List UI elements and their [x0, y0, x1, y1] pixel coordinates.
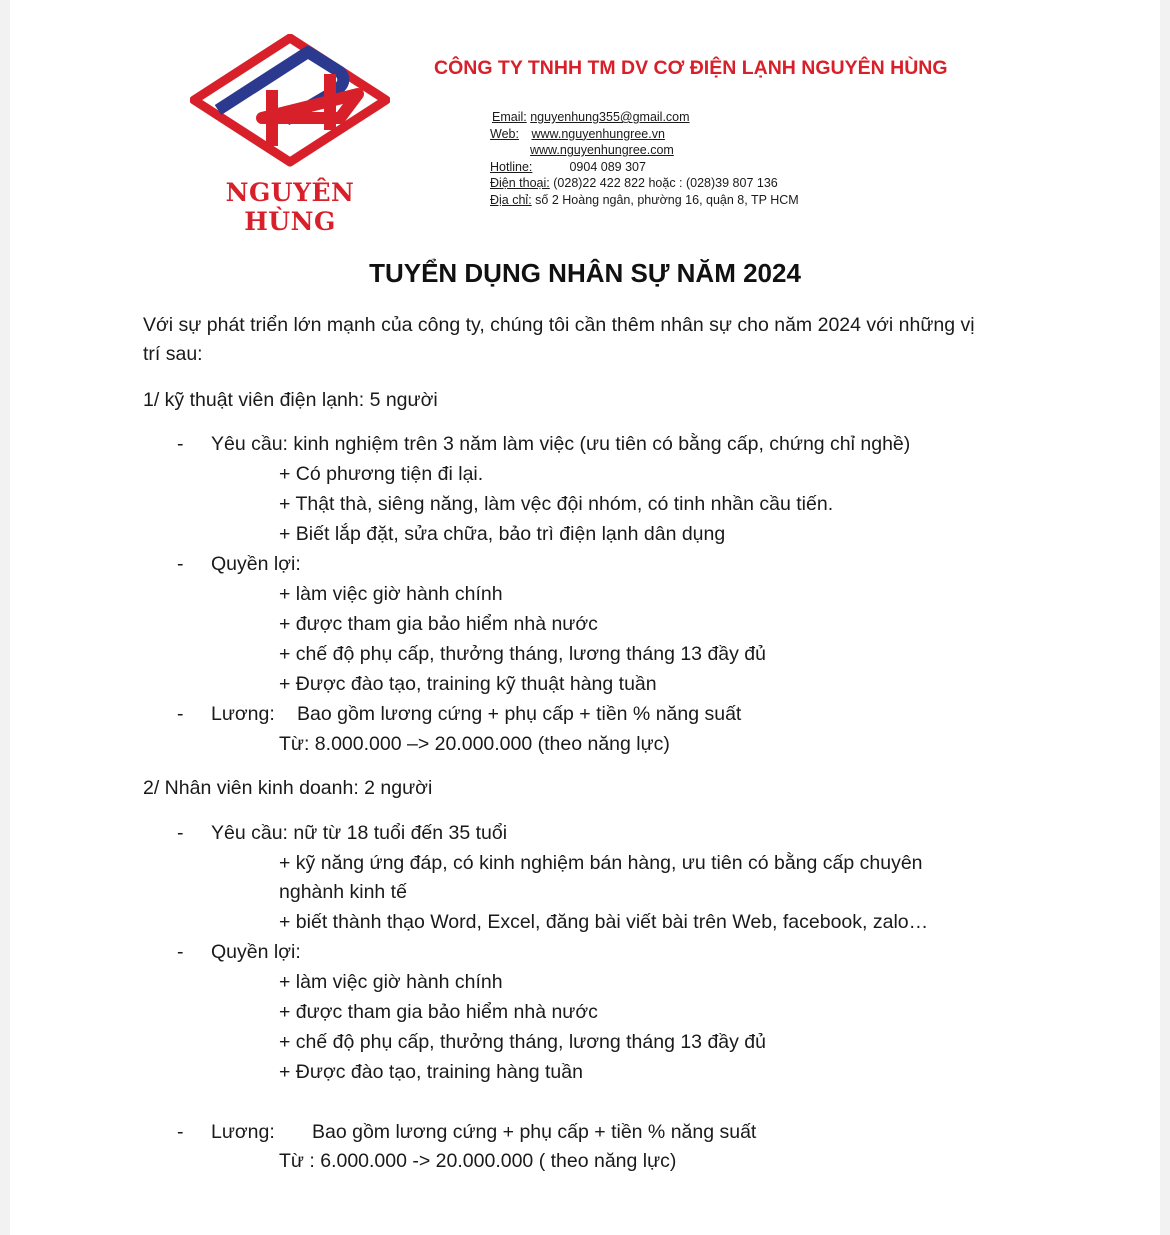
hotline-value: 0904 089 307 [569, 159, 646, 174]
requirements-first: kinh nghiệm trên 3 năm làm việc (ưu tiên có bằng cấp, chứng chỉ nghề) [293, 433, 911, 455]
address-value: số 2 Hoàng ngân, phường 16, quận 8, TP HCM [535, 192, 799, 207]
address-label: Địa chỉ: [490, 192, 532, 207]
phone-value: (028)22 422 822 hoặc : (028)39 807 136 [553, 176, 778, 191]
section-2-requirements [211, 822, 507, 845]
list-item: nghành kinh tế [279, 881, 407, 903]
phone-label: Điện thoại: [490, 176, 550, 191]
list-item: + kỹ năng ứng đáp, có kinh nghiệm bán hàng, ưu tiên có bằng cấp chuyên [279, 852, 923, 874]
page-title: TUYỂN DỤNG NHÂN SỰ NĂM 2024 [369, 258, 801, 288]
company-name: CÔNG TY TNHH TM DV CƠ ĐIỆN LẠNH NGUYÊN HÙNG [434, 57, 948, 79]
section-1-requirements [211, 433, 910, 456]
list-item: + Thật thà, siêng năng, làm vệc đội nhóm, có tinh nhần cầu tiến. [279, 493, 834, 515]
requirements-label: Yêu cầu: [211, 433, 288, 455]
section-2-salary-desc: Bao gồm lương cứng + phụ cấp + tiền % năng suất [312, 1121, 757, 1143]
bullet-dash: - [177, 433, 184, 455]
requirements-label: Yêu cầu: [211, 822, 288, 844]
list-item: + làm việc giờ hành chính [279, 583, 503, 605]
bullet-dash: - [177, 822, 184, 844]
hotline-label: Hotline: [490, 159, 533, 174]
email-label: Email: [492, 110, 527, 124]
web-link-1[interactable]: www.nguyenhungree.vn [531, 126, 665, 141]
section-1-heading: 1/ kỹ thuật viên điện lạnh: 5 người [143, 389, 438, 411]
list-item: + biết thành thạo Word, Excel, đăng bài viết bài trên Web, facebook, zalo… [279, 911, 929, 933]
list-item: + chế độ phụ cấp, thưởng tháng, lương tháng 13 đầy đủ [279, 643, 766, 665]
bullet-dash: - [177, 1121, 184, 1143]
intro-line-2: trí sau: [143, 343, 203, 365]
list-item: + Biết lắp đặt, sửa chữa, bảo trì điện lạnh dân dụng [279, 523, 726, 545]
list-item: + chế độ phụ cấp, thưởng tháng, lương tháng 13 đầy đủ [279, 1031, 766, 1053]
section-2-salary-label: Lương: [211, 1121, 275, 1143]
list-item: + làm việc giờ hành chính [279, 971, 503, 993]
email-link[interactable]: nguyenhung355@gmail.com [530, 110, 690, 124]
section-2-salary-range: Từ : 6.000.000 -> 20.000.000 ( theo năng lực) [279, 1150, 677, 1172]
section-1-salary-range: Từ: 8.000.000 –> 20.000.000 (theo năng lực) [279, 733, 670, 755]
bullet-dash: - [177, 703, 184, 725]
section-1-salary-label: Lương: [211, 703, 275, 725]
intro-line-1: Với sự phát triển lớn mạnh của công ty, chúng tôi cần thêm nhân sự cho năm 2024 với những vị [143, 314, 975, 336]
list-item: + được tham gia bảo hiểm nhà nước [279, 613, 598, 635]
brand-wordmark: NGUYÊN HÙNG [225, 178, 355, 236]
section-2-heading: 2/ Nhân viên kinh doanh: 2 người [143, 777, 433, 799]
requirements-first: nữ từ 18 tuổi đến 35 tuổi [293, 822, 508, 844]
contact-info [490, 109, 799, 209]
list-item: + Được đào tạo, training kỹ thuật hàng tuần [279, 673, 657, 695]
list-item: + Có phương tiện đi lại. [279, 463, 484, 485]
web-label: Web: [490, 126, 519, 141]
bullet-dash: - [177, 553, 184, 575]
section-2-benefits-label: Quyền lợi: [211, 941, 301, 963]
web-link-2[interactable]: www.nguyenhungree.com [530, 143, 674, 158]
list-item: + được tham gia bảo hiểm nhà nước [279, 1001, 598, 1023]
section-1-salary-desc: Bao gồm lương cứng + phụ cấp + tiền % năng suất [297, 703, 742, 725]
section-1-benefits-label: Quyền lợi: [211, 553, 301, 575]
list-item: + Được đào tạo, training hàng tuần [279, 1061, 583, 1083]
bullet-dash: - [177, 941, 184, 963]
